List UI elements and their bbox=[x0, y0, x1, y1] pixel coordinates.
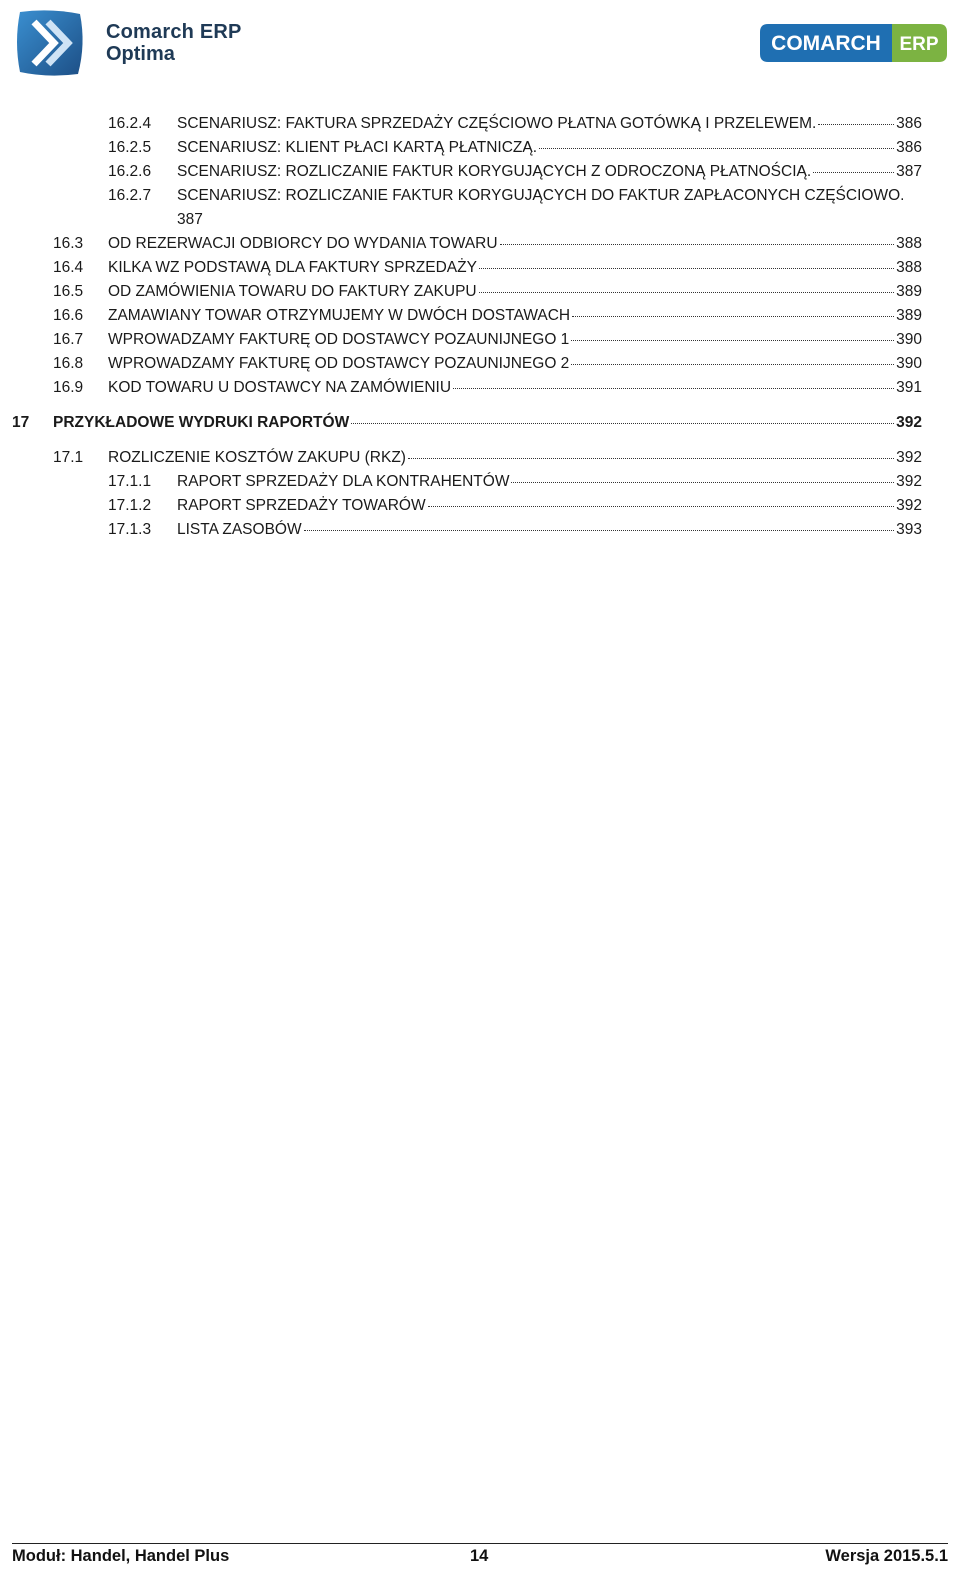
toc-entry[interactable] bbox=[108, 521, 922, 539]
toc-entry[interactable] bbox=[108, 497, 922, 515]
toc-page: 388 bbox=[896, 235, 922, 252]
toc-page: 393 bbox=[896, 521, 922, 538]
toc-number: 16.3 bbox=[53, 235, 84, 252]
toc-title: SCENARIUSZ: FAKTURA SPRZEDAŻY CZĘŚCIOWO PŁATNA GOTÓWKĄ I PRZELEWEM. bbox=[177, 115, 817, 132]
toc-title: OD REZERWACJI ODBIORCY DO WYDANIA TOWARU bbox=[108, 235, 498, 252]
toc-number: 16.9 bbox=[53, 379, 84, 396]
toc-entry[interactable] bbox=[108, 187, 922, 205]
toc-title: ROZLICZENIE KOSZTÓW ZAKUPU (RKZ) bbox=[108, 449, 406, 466]
toc-leader-dots bbox=[511, 482, 894, 483]
toc-title: RAPORT SPRZEDAŻY DLA KONTRAHENTÓW bbox=[177, 473, 510, 490]
toc-page: 392 bbox=[896, 449, 922, 466]
toc-page: 391 bbox=[896, 379, 922, 396]
product-name-line1: Comarch ERP bbox=[106, 21, 242, 43]
toc-entry[interactable] bbox=[108, 473, 922, 491]
toc-title: KOD TOWARU U DOSTAWCY NA ZAMÓWIENIU bbox=[108, 379, 452, 396]
toc-number: 17 bbox=[12, 414, 30, 431]
toc-number: 16.4 bbox=[53, 259, 84, 276]
toc-entry[interactable] bbox=[108, 163, 922, 181]
toc-page: 390 bbox=[896, 331, 922, 348]
toc-leader-dots bbox=[818, 124, 894, 125]
toc-leader-dots bbox=[571, 340, 894, 341]
toc-number: 17.1.2 bbox=[108, 497, 152, 514]
toc-page: 386 bbox=[896, 139, 922, 156]
badge-erp-text: ERP bbox=[899, 34, 939, 55]
toc-title: WPROWADZAMY FAKTURĘ OD DOSTAWCY POZAUNIJNEGO 2 bbox=[108, 355, 570, 372]
toc-leader-dots bbox=[539, 148, 894, 149]
toc-leader-dots bbox=[351, 423, 894, 424]
comarch-erp-badge-logo bbox=[760, 24, 947, 62]
toc-page: 389 bbox=[896, 283, 922, 300]
toc-chapter-entry[interactable] bbox=[12, 414, 922, 432]
toc-page: 387 bbox=[896, 163, 922, 180]
toc-page: 386 bbox=[896, 115, 922, 132]
toc-leader-dots bbox=[479, 292, 895, 293]
comarch-erp-optima-logo bbox=[14, 8, 242, 78]
toc-number: 16.5 bbox=[53, 283, 84, 300]
toc-page: 390 bbox=[896, 355, 922, 372]
toc-page: 392 bbox=[896, 473, 922, 490]
toc-number: 16.2.5 bbox=[108, 139, 152, 156]
toc-entry[interactable] bbox=[108, 115, 922, 133]
toc-entry[interactable] bbox=[108, 139, 922, 157]
toc-entry[interactable] bbox=[53, 379, 922, 397]
toc-page-wrapped[interactable]: 387 bbox=[177, 211, 203, 228]
toc-entry[interactable] bbox=[53, 235, 922, 253]
toc-leader-dots bbox=[408, 458, 894, 459]
toc-leader-dots bbox=[813, 172, 894, 173]
toc-page: 392 bbox=[896, 497, 922, 514]
toc-leader-dots bbox=[453, 388, 894, 389]
toc-page: 392 bbox=[896, 414, 922, 431]
toc-leader-dots bbox=[500, 244, 895, 245]
toc-title: PRZYKŁADOWE WYDRUKI RAPORTÓW bbox=[53, 414, 350, 431]
toc-title: OD ZAMÓWIENIA TOWARU DO FAKTURY ZAKUPU bbox=[108, 283, 477, 300]
toc-number: 16.7 bbox=[53, 331, 84, 348]
toc-leader-dots bbox=[479, 268, 894, 269]
toc-title: LISTA ZASOBÓW bbox=[177, 521, 302, 538]
toc-number: 16.2.7 bbox=[108, 187, 152, 204]
toc-number: 16.8 bbox=[53, 355, 84, 372]
footer-version: Wersja 2015.5.1 bbox=[825, 1547, 948, 1565]
toc-page: 388 bbox=[896, 259, 922, 276]
toc-title: ZAMAWIANY TOWAR OTRZYMUJEMY W DWÓCH DOSTAWACH bbox=[108, 307, 571, 324]
toc-title: WPROWADZAMY FAKTURĘ OD DOSTAWCY POZAUNIJNEGO 1 bbox=[108, 331, 570, 348]
toc-number: 16.6 bbox=[53, 307, 84, 324]
toc-entry[interactable] bbox=[53, 259, 922, 277]
toc-leader-dots bbox=[304, 530, 895, 531]
toc-entry[interactable] bbox=[53, 449, 922, 467]
toc-title: SCENARIUSZ: KLIENT PŁACI KARTĄ PŁATNICZĄ. bbox=[177, 139, 538, 156]
toc-number: 16.2.6 bbox=[108, 163, 152, 180]
toc-entry[interactable] bbox=[53, 355, 922, 373]
toc-title: RAPORT SPRZEDAŻY TOWARÓW bbox=[177, 497, 426, 514]
toc-entry[interactable] bbox=[53, 283, 922, 301]
toc-entry[interactable] bbox=[53, 331, 922, 349]
toc-number: 16.2.4 bbox=[108, 115, 152, 132]
toc-number: 17.1.1 bbox=[108, 473, 152, 490]
toc-leader-dots bbox=[572, 316, 894, 317]
toc-entry[interactable] bbox=[53, 307, 922, 325]
optima-logo-icon bbox=[14, 8, 86, 78]
badge-comarch-text: COMARCH bbox=[771, 32, 881, 55]
footer-module: Moduł: Handel, Handel Plus bbox=[12, 1547, 230, 1565]
toc-leader-dots bbox=[571, 364, 894, 365]
toc-number: 17.1.3 bbox=[108, 521, 152, 538]
toc-page: 389 bbox=[896, 307, 922, 324]
footer-page-number: 14 bbox=[470, 1547, 489, 1565]
toc-title: SCENARIUSZ: ROZLICZANIE FAKTUR KORYGUJĄCYCH DO FAKTUR ZAPŁACONYCH CZĘŚCIOWO. bbox=[177, 187, 905, 204]
toc-leader-dots bbox=[428, 506, 895, 507]
product-name-line2: Optima bbox=[106, 43, 175, 65]
toc-number: 17.1 bbox=[53, 449, 84, 466]
toc-title: SCENARIUSZ: ROZLICZANIE FAKTUR KORYGUJĄCYCH Z ODROCZONĄ PŁATNOŚCIĄ. bbox=[177, 163, 812, 180]
toc-title: KILKA WZ PODSTAWĄ DLA FAKTURY SPRZEDAŻY bbox=[108, 259, 477, 276]
footer-divider bbox=[12, 1543, 948, 1544]
